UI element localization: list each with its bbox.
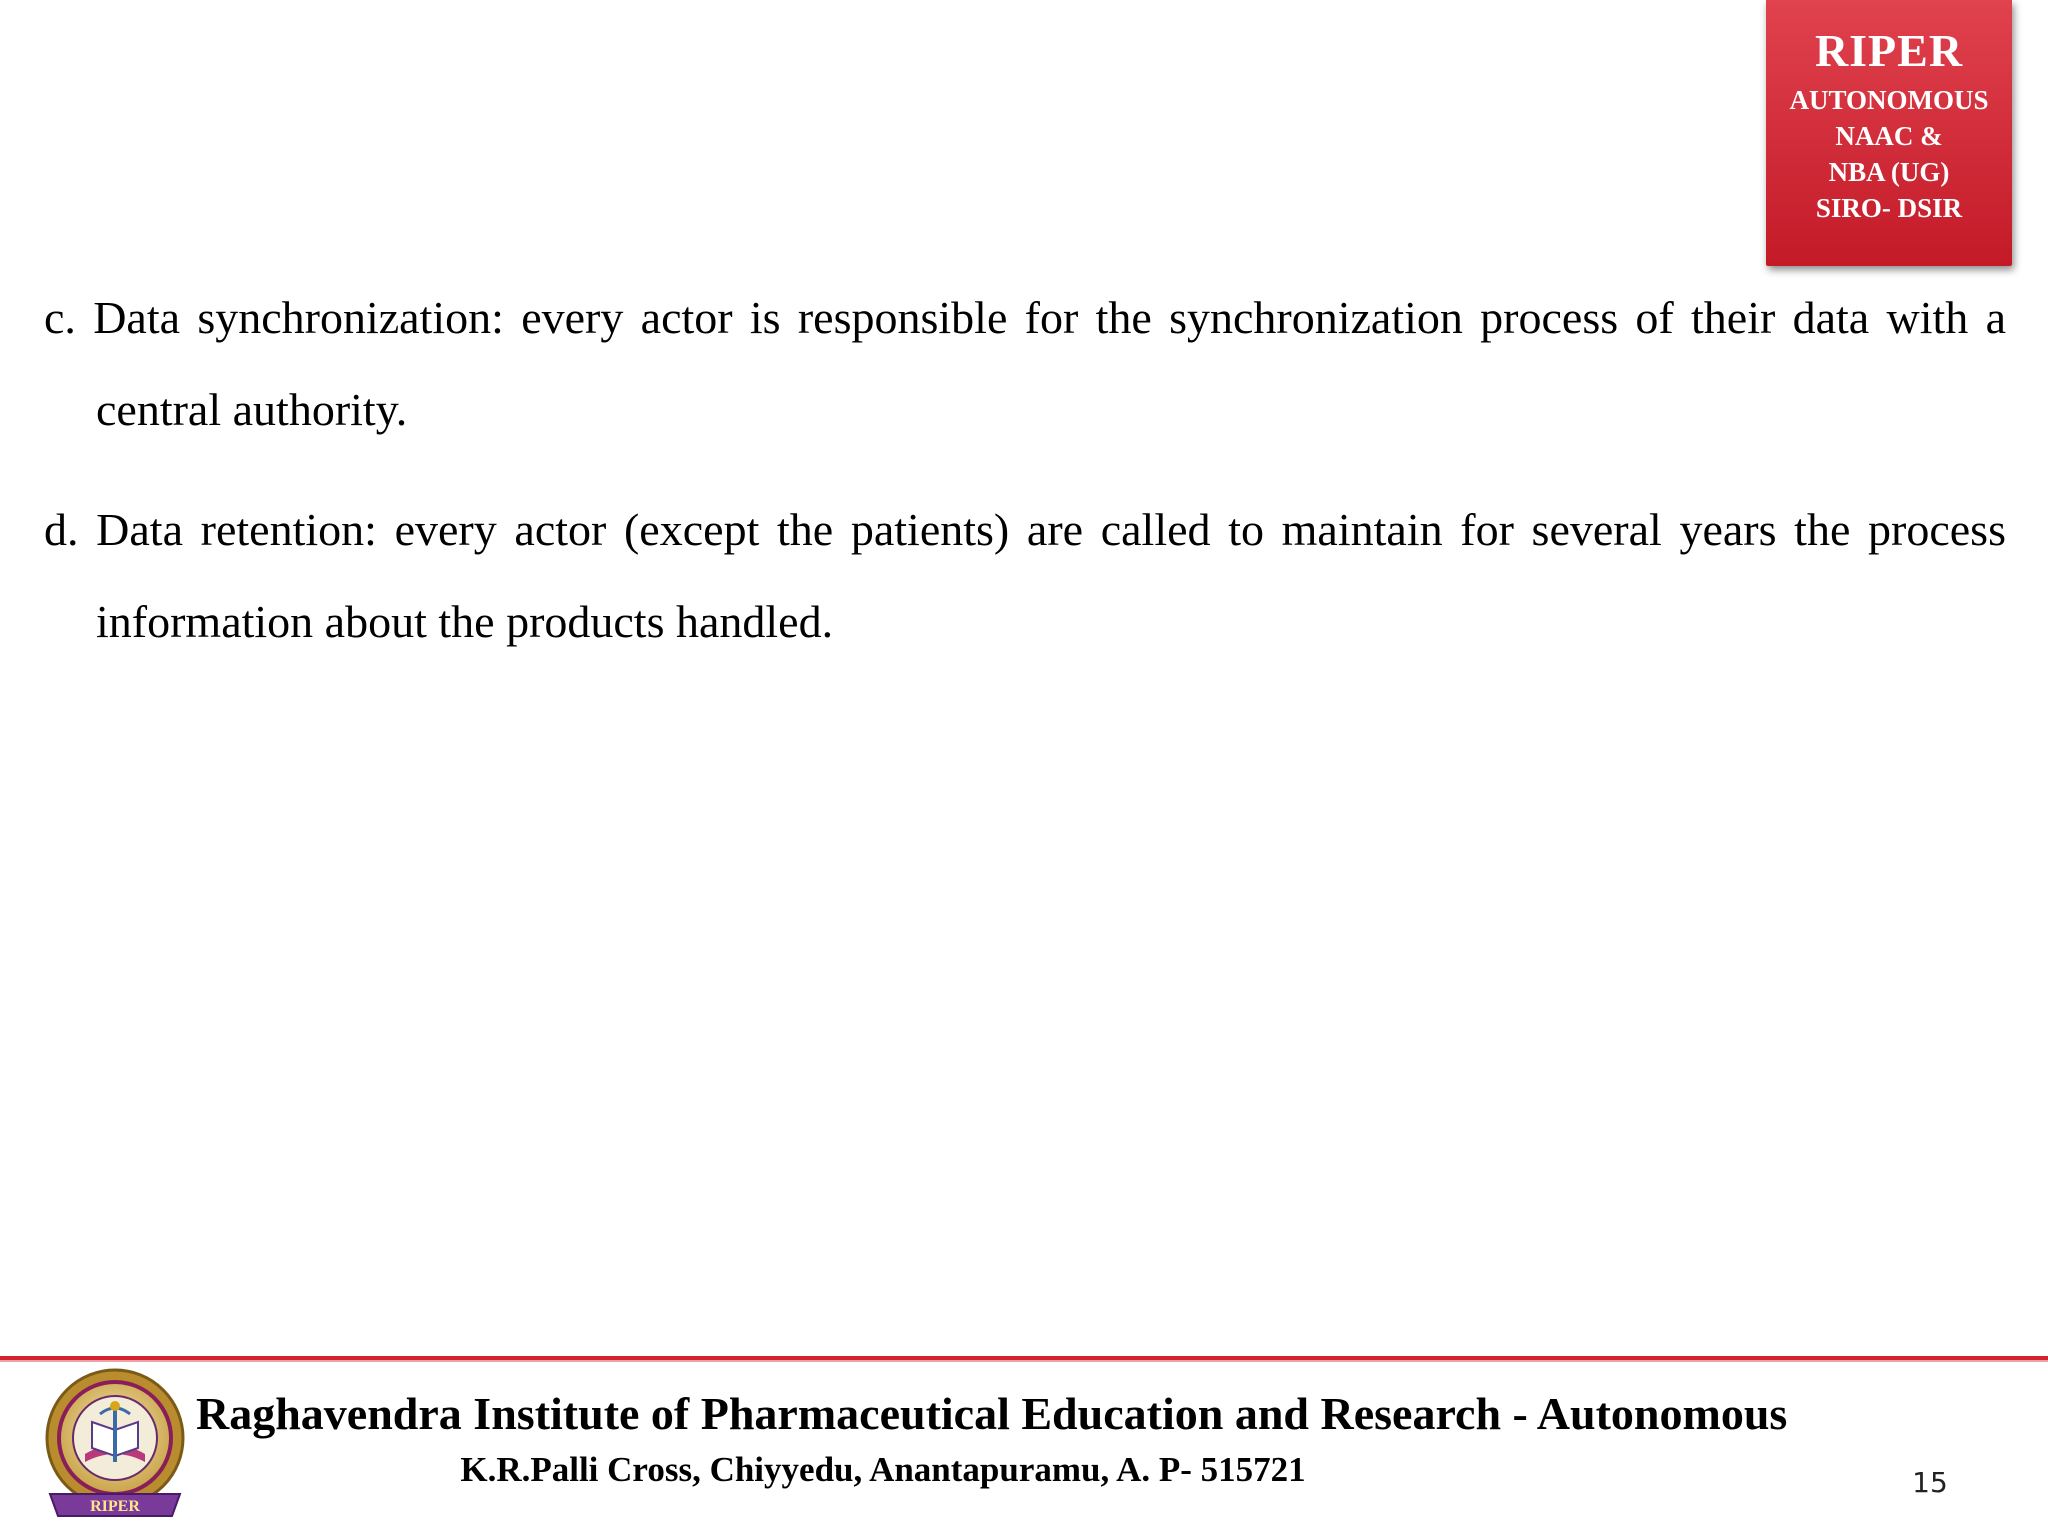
badge-title: RIPER [1814, 25, 1964, 76]
list-item-data-synchronization: c. Data synchronization: every actor is responsible for the synchronization process of their data with a central authority. [44, 292, 2006, 435]
logo-ribbon-text: RIPER [90, 1498, 140, 1515]
badge-line-nba: NBA (UG) [1828, 157, 1950, 187]
badge-line-autonomous: AUTONOMOUS [1789, 85, 1989, 115]
slide-content [44, 272, 2006, 696]
accreditation-badge [1766, 0, 2012, 266]
footer-divider-shadow [0, 1360, 2048, 1362]
badge-line-siro: SIRO- DSIR [1815, 193, 1963, 223]
badge-line-naac: NAAC & [1835, 121, 1943, 151]
slide-number: 15 [1912, 1466, 1948, 1499]
institute-logo-icon [40, 1366, 190, 1526]
institute-name: Raghavendra Institute of Pharmaceutical Education and Research - Autonomous [196, 1388, 1788, 1439]
institute-address: K.R.Palli Cross, Chiyyedu, Anantapuramu, A. P- 515721 [460, 1450, 1306, 1489]
list-item-data-retention: d. Data retention: every actor (except the patients) are called to maintain for several years the process information about the products handled. [44, 504, 2006, 647]
